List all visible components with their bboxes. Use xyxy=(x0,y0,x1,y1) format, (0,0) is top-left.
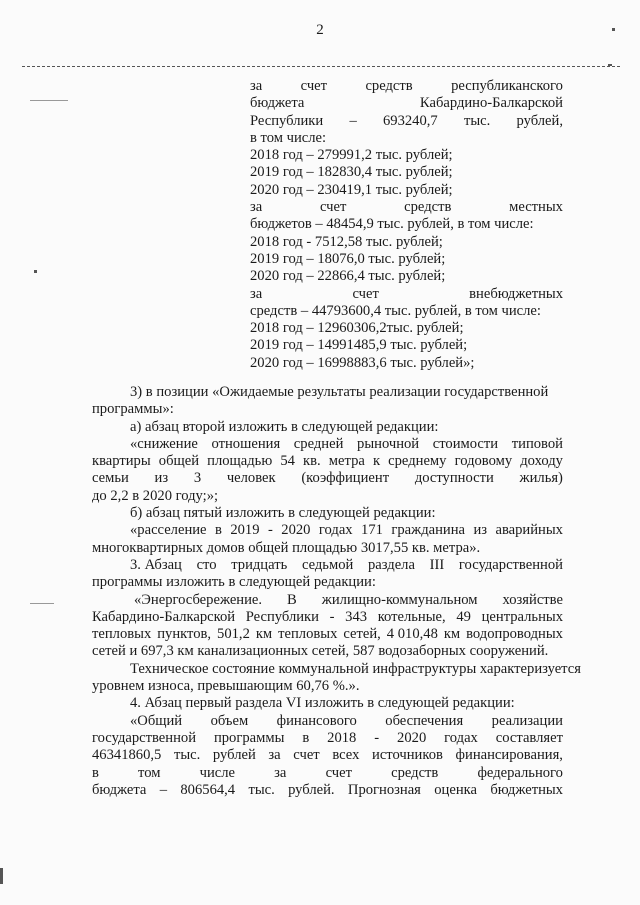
word: за xyxy=(274,764,287,781)
word: Республики xyxy=(245,608,319,625)
word: человек xyxy=(226,470,276,487)
word: км xyxy=(255,626,273,643)
text-line: 2020 год – 230419,1 тыс. рублей; xyxy=(250,181,453,198)
text-line xyxy=(92,453,563,470)
text-line xyxy=(92,765,563,782)
word: бюджета xyxy=(92,781,147,798)
word: государственной xyxy=(92,729,197,746)
word: составляет xyxy=(495,729,563,746)
word: III xyxy=(429,556,445,573)
word: программы xyxy=(213,729,285,746)
word: аварийных xyxy=(495,522,563,539)
text-line: Техническое состояние коммунальной инфраструктуры характеризуется xyxy=(130,660,581,677)
word: В xyxy=(287,591,297,608)
text-line: 2019 год – 182830,4 тыс. рублей; xyxy=(250,164,453,181)
text-line xyxy=(250,95,563,112)
text-line: 2020 год – 22866,4 тыс. рублей; xyxy=(250,268,446,285)
word: средней xyxy=(293,435,344,452)
word: кв. xyxy=(303,453,321,470)
word: источников xyxy=(372,747,443,764)
word: хозяйстве xyxy=(502,591,563,608)
word: счет xyxy=(352,285,379,302)
text-line xyxy=(250,286,563,303)
word: внебюджетных xyxy=(469,285,563,302)
text-line: 2018 год – 279991,2 тыс. рублей; xyxy=(250,147,453,164)
word: 693240,7 xyxy=(382,112,438,129)
text-line xyxy=(250,113,563,130)
scan-speck xyxy=(30,603,54,604)
word: объем xyxy=(210,712,249,729)
word: отношения xyxy=(211,435,281,452)
word: доходу xyxy=(520,453,563,470)
word: (коэффициент xyxy=(301,470,390,487)
scan-speck xyxy=(612,28,615,31)
text-line xyxy=(92,609,563,626)
word: за xyxy=(250,199,263,216)
word: числе xyxy=(199,764,236,781)
word: тепловых xyxy=(92,626,152,643)
word: 501,2 xyxy=(217,626,250,643)
text-line xyxy=(250,199,563,216)
text-line: 2019 год – 18076,0 тыс. рублей; xyxy=(250,250,446,267)
text-line: уровнем износа, превышающим 60,76 %.». xyxy=(92,678,360,695)
table-border-line xyxy=(22,66,620,67)
word: республиканского xyxy=(451,78,563,94)
word: общей xyxy=(158,453,200,470)
word: из xyxy=(154,470,169,487)
word: 46341860,5 xyxy=(92,747,162,764)
word: типовой xyxy=(511,435,563,452)
word: 2019 xyxy=(230,522,260,539)
text-line: а) абзац второй изложить в следующей редакции: xyxy=(130,418,439,435)
text-line xyxy=(92,522,563,539)
text-line: средств – 44793600,4 тыс. рублей, в том числе: xyxy=(250,302,541,319)
word: 54 xyxy=(280,453,295,470)
scan-speck xyxy=(0,868,3,884)
word: тыс. xyxy=(173,747,201,764)
word: том xyxy=(138,764,161,781)
word: за xyxy=(250,78,263,94)
word: из xyxy=(473,522,488,539)
word: тыс. xyxy=(463,112,491,129)
text-line: до 2,2 в 2020 году;»; xyxy=(92,487,219,504)
word: за xyxy=(268,747,281,764)
scan-speck xyxy=(608,64,612,66)
word: федерального xyxy=(477,764,563,781)
word: доступности xyxy=(414,470,494,487)
word: пунктов, xyxy=(157,626,212,643)
text-line xyxy=(92,592,563,609)
word: рублей. xyxy=(288,781,335,798)
word: седьмой xyxy=(301,556,354,573)
word: всех xyxy=(332,747,360,764)
word: 806564,4 xyxy=(180,781,236,798)
word: Прогнозная xyxy=(347,781,421,798)
word: «снижение xyxy=(130,435,198,452)
text-line: б) абзац пятый изложить в следующей редакции: xyxy=(130,505,436,522)
scan-speck xyxy=(30,100,68,101)
word: обеспечения xyxy=(385,712,464,729)
word: Республики xyxy=(250,112,324,129)
text-line xyxy=(92,557,563,574)
word: - xyxy=(267,522,273,539)
word: годовому xyxy=(454,453,513,470)
word: стоимости xyxy=(432,435,499,452)
text-line xyxy=(92,730,563,747)
text-line: 2018 год – 12960306,2тыс. рублей; xyxy=(250,320,464,337)
word: тепловых xyxy=(278,626,338,643)
word: годах xyxy=(318,522,353,539)
word: за xyxy=(250,285,263,302)
word: 4 010,48 xyxy=(386,626,438,643)
funding-sources-cell xyxy=(250,78,563,372)
word: годах xyxy=(444,729,478,746)
word: рублей xyxy=(212,747,256,764)
word: государственной xyxy=(458,556,563,573)
word: 49 xyxy=(456,608,471,625)
word: – xyxy=(159,781,168,798)
word: финансирования, xyxy=(455,747,563,764)
text-line: бюджетов – 48454,9 тыс. рублей, в том числе: xyxy=(250,216,534,233)
text-line xyxy=(92,713,563,730)
word: Кабардино-Балкарской xyxy=(419,95,563,112)
text-line: 2020 год – 16998883,6 тыс. рублей»; xyxy=(250,354,475,371)
word: рыночной xyxy=(357,435,420,452)
word: раздела xyxy=(368,556,415,573)
word: 2020 xyxy=(281,522,311,539)
text-line xyxy=(92,747,563,764)
word: 3. Абзац xyxy=(130,556,182,573)
text-line: в том числе: xyxy=(250,129,327,146)
word: 2020 xyxy=(397,729,427,746)
word: сетей, xyxy=(343,626,381,643)
text-line: 4. Абзац первый раздела VI изложить в следующей редакции: xyxy=(130,695,515,712)
word: центральных xyxy=(481,608,563,625)
word: средств xyxy=(365,78,413,94)
word: сто xyxy=(196,556,217,573)
word: средств xyxy=(404,199,452,216)
word: жилищно-коммунальном xyxy=(321,591,478,608)
word: местных xyxy=(509,199,563,216)
word: жилья) xyxy=(519,470,563,487)
text-line: программы изложить в следующей редакции: xyxy=(92,574,376,591)
word: - xyxy=(329,608,335,625)
word: «расселение xyxy=(130,522,207,539)
word: Кабардино-Балкарской xyxy=(92,608,236,625)
word: счет xyxy=(325,764,352,781)
word: 3 xyxy=(193,470,202,487)
text-line: 3) в позиции «Ожидаемые результаты реализации государственной xyxy=(130,384,549,400)
amendment-body-text xyxy=(92,384,581,799)
word: оценка xyxy=(434,781,477,798)
text-line: программы»: xyxy=(92,401,174,418)
word: реализации xyxy=(491,712,563,729)
word: 171 xyxy=(361,522,383,539)
word: метра xyxy=(328,453,365,470)
word: котельные, xyxy=(377,608,446,625)
word: бюджетных xyxy=(490,781,563,798)
text-line xyxy=(92,626,563,643)
word: «Общий xyxy=(130,712,183,729)
word: 343 xyxy=(345,608,368,625)
word: счет xyxy=(320,199,347,216)
word: бюджета xyxy=(250,95,305,112)
text-line: сетей и 697,3 км канализационных сетей, 587 водозаборных сооружений. xyxy=(92,643,549,660)
word: счет xyxy=(300,78,328,94)
word: - xyxy=(374,729,380,746)
word: среднему xyxy=(388,453,447,470)
text-line: 2018 год - 7512,58 тыс. рублей; xyxy=(250,233,443,250)
word: средств xyxy=(391,764,439,781)
word: к xyxy=(372,453,381,470)
word: площадью xyxy=(207,453,273,470)
word: км xyxy=(443,626,461,643)
text-line xyxy=(92,470,563,487)
page-number: 2 xyxy=(316,22,324,38)
word: в xyxy=(302,729,310,746)
word: 2018 xyxy=(327,729,357,746)
text-line: 2019 год – 14991485,9 тыс. рублей; xyxy=(250,337,468,354)
word: гражданина xyxy=(391,522,466,539)
text-line: многоквартирных домов общей площадью 3017,55 кв. метра». xyxy=(92,539,481,556)
word: тридцать xyxy=(231,556,288,573)
word: финансового xyxy=(276,712,357,729)
word: – xyxy=(349,112,357,129)
word: квартиры xyxy=(92,453,151,470)
word: семьи xyxy=(92,470,129,487)
word: тыс. xyxy=(248,781,275,798)
scan-speck xyxy=(34,270,37,273)
text-line xyxy=(92,436,563,453)
word: счет xyxy=(293,747,320,764)
word: в xyxy=(92,764,99,781)
word: водопроводных xyxy=(466,626,563,643)
text-line xyxy=(250,78,563,95)
word: в xyxy=(214,522,222,539)
text-line xyxy=(92,782,563,799)
word: рублей, xyxy=(516,112,563,129)
word: «Энергосбережение. xyxy=(134,591,263,608)
